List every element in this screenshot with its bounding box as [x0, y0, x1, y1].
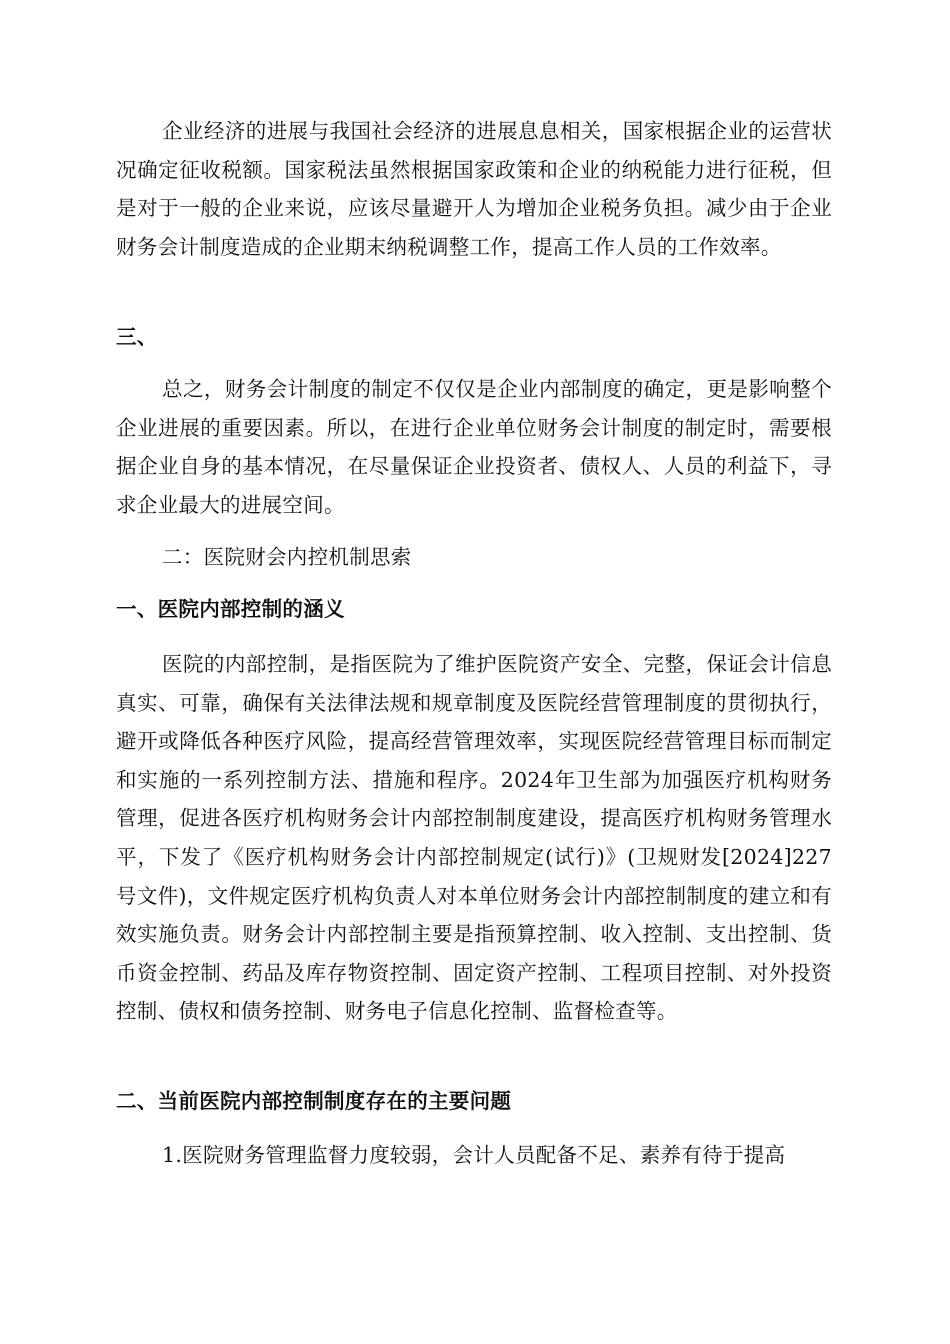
section-number-heading: 三、 [116, 325, 158, 349]
summary-paragraph: 总之，财务会计制度的制定不仅仅是企业内部制度的确定，更是影响整个企业进展的重要因素。所以，在进行企业单位财务会计制度的制定时，需要根据企业自身的基本情况，在尽量保证企业投资者、债权人、人员的利益下，寻求企业最大的进展空间。 [116, 377, 832, 517]
internal-control-paragraph: 医院的内部控制，是指医院为了维护医院资产安全、完整，保证会计信息真实、可靠，确保有关法律法规和规章制度及医院经营管理制度的贯彻执行，避开或降低各种医疗风险，提高经营管理效率，实现医院经营管理目标而制定和实施的一系列控制方法、措施和程序。2024年卫生部为加强医疗机构财务管理，促进各医疗机构财务会计内部控制制度建设，提高医疗机构财务管理水平，下发了《医疗机构财务会计内部控制规定(试行)》(卫规财发[2024]227号文件)，文件规定医疗机构负责人对本单位财务会计内部控制制度的建立和有效实施负责。财务会计内部控制主要是指预算控制、收入控制、支出控制、货币资金控制、药品及库存物资控制、固定资产控制、工程项目控制、对外投资控制、债权和债务控制、财务电子信息化控制、监督检查等。 [116, 652, 832, 1024]
section-heading-1: 一、医院内部控制的涵义 [116, 597, 345, 621]
article-title: 二：医院财会内控机制思索 [162, 545, 412, 569]
problem-item-1: 1.医院财务管理监督力度较弱，会计人员配备不足、素养有待于提高 [162, 1143, 786, 1167]
intro-paragraph: 企业经济的进展与我国社会经济的进展息息相关，国家根据企业的运营状况确定征收税额。国家税法虽然根据国家政策和企业的纳税能力进行征税，但是对于一般的企业来说，应该尽量避开人为增加企业税务负担。减少由于企业财务会计制度造成的企业期末纳税调整工作，提高工作人员的工作效率。 [116, 119, 832, 259]
section-heading-2: 二、当前医院内部控制制度存在的主要问题 [116, 1089, 512, 1113]
